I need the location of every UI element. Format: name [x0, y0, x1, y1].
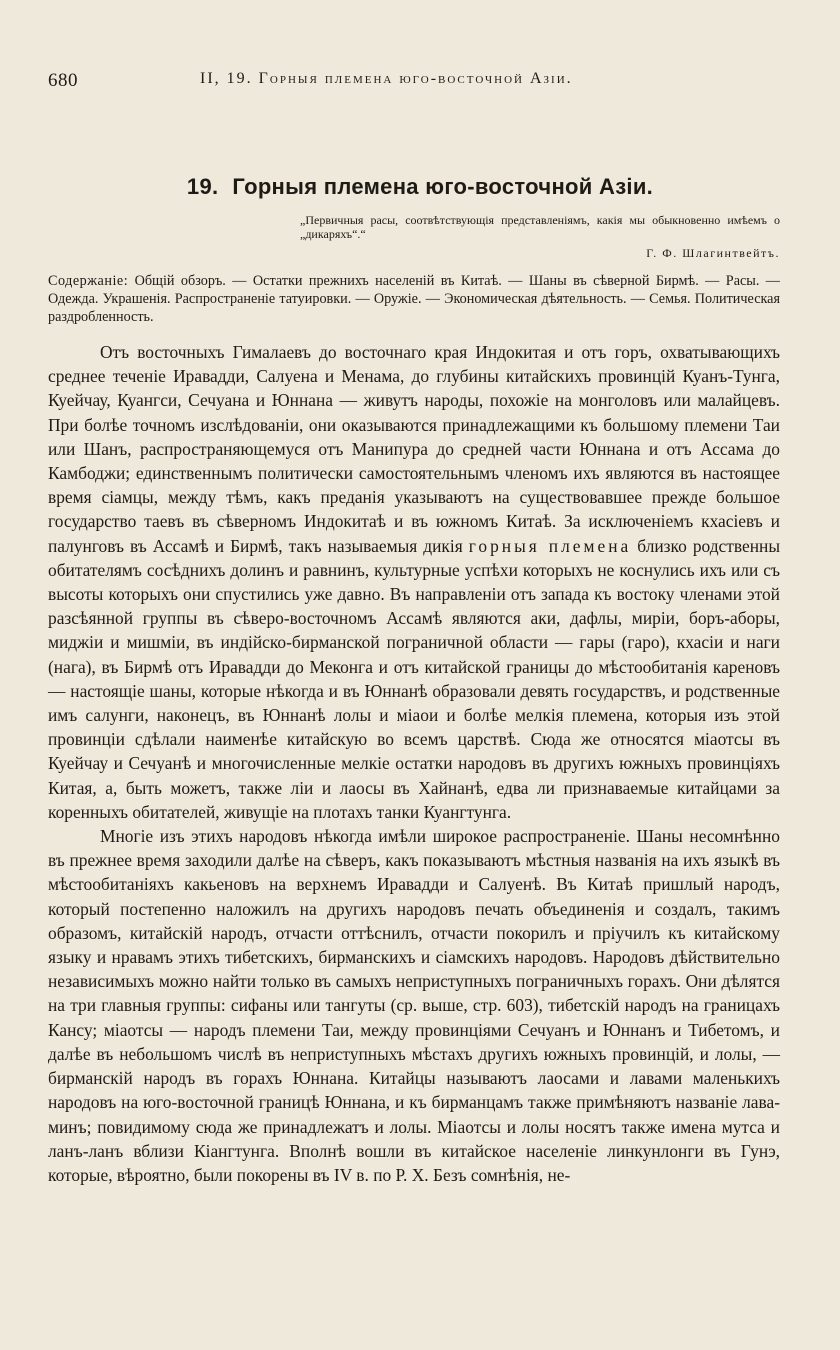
paragraph-1-part-b: близко родственны обитателямъ сосѣднихъ долинъ и равнинъ, культурные успѣхи которыхъ не коснулись ихъ или съ высоты которыхъ они спустились уже давно. Въ направленіи отъ запада къ востоку членами этой разсѣянной группы въ сѣверо-восточномъ Ассамѣ являются аки, дафлы, миріи, боръ-аборы, миджіи и мишміи, въ индійско-бирманской пограничной области — гары (гаро), кхасіи и наги (нага), въ Бирмѣ отъ Иравадди до Меконга и отъ китайской границы до мѣстообитанія кареновъ — настоящіе шаны, которые нѣкогда и въ Юннанѣ образовали девять государствъ, и родственные имъ салунги, наконецъ, въ Юннанѣ лолы и міаои и болѣе мелкія племена, которыя изъ этой провинціи сдѣлали наименѣе китайскую во всемъ царствѣ. Сюда же относятся міаотсы въ Куейчау и Сечуанѣ и многочисленные мелкіе остатки народовъ въ другихъ южныхъ провинціяхъ Китая, а, быть можетъ, также ліи и лаосы въ Хайнанѣ, едва ли признаваемые китайцами за коренныхъ обитателей, живущіе на плотахъ танки Куангтунга.	[48, 535, 780, 822]
epigraph: „Первичныя расы, соотвѣтствующія представленіямъ, какія мы обыкновенно имѣемъ о „дикаряхъ“.“	[300, 213, 780, 241]
paragraph-1	[48, 340, 780, 824]
running-title: II, 19. Горныя племена юго-восточной Азіи.	[200, 70, 573, 87]
chapter-title	[0, 174, 840, 200]
epigraph-author: Г. Ф. Шлагинтвейтъ.	[646, 246, 780, 260]
page-number: 680	[48, 70, 78, 91]
chapter-title-text: Горныя племена юго-восточной Азіи.	[232, 174, 654, 199]
running-head	[48, 70, 780, 94]
chapter-number: 19.	[186, 174, 219, 199]
paragraph-2: Многіе изъ этихъ народовъ нѣкогда имѣли широкое распространеніе. Шаны несомнѣнно въ прежнее время заходили далѣе на сѣверъ, какъ показываютъ мѣстныя названія на ихъ языкѣ въ мѣстообитаніяхъ какьеновъ на верхнемъ Иравадди и Салуенѣ. Въ Китаѣ пришлый народъ, который постепенно наложилъ на другихъ народовъ печать объединенія и создалъ, такимъ образомъ, китайскій народъ, отчасти оттѣснилъ, отчасти покорилъ и пріучилъ къ китайскому языку и нравамъ этихъ тибетскихъ, бирманскихъ и сіамскихъ народовъ. Народовъ дѣйствительно независимыхъ можно найти только въ самыхъ неприступныхъ пограничныхъ горахъ. Они дѣлятся на три главныя группы: сифаны или тангуты (ср. выше, стр. 603), тибетскій народъ на границахъ Кансу; міаотсы — народъ племени Таи, между провинціями Сечуанъ и Юннанъ и Тибетомъ, и далѣе въ небольшомъ числѣ въ неприступныхъ мѣстахъ другихъ южныхъ провинцій, и лолы, — бирманскій народъ въ горахъ Юннана. Китайцы называютъ лаосами и лавами маленькихъ народовъ на юго-восточной границѣ Юннана, и къ бирманцамъ также примѣняютъ названіе лава-минъ; повидимому сюда же принадлежатъ и лолы. Міаотсы и лолы носятъ также имена мутса и ланъ-ланъ вблизи Кіангтунга. Вполнѣ вошли въ китайское населеніе линкунлонги въ Гунэ, которые, вѣроятно, были покорены въ IV в. по Р. Х. Безъ сомнѣнія, не-	[48, 826, 780, 1185]
chapter-contents	[48, 272, 780, 326]
paragraph-1-part-a: Отъ восточныхъ Гималаевъ до восточнаго края Индокитая и отъ горъ, охватывающихъ среднее теченіе Иравадди, Салуена и Менама, до глубины китайскихъ провинцій Куанъ-Тунга, Куейчау, Куангси, Сечуана и Юннана — живутъ народы, похожіе на монголовъ или малайцевъ. При болѣе точномъ изслѣдованіи, они оказываются принадлежащими къ большому племени Таи или Шанъ, распространяющемуся отъ Манипура до средней части Юннана и отъ Ассама до Камбоджи; единственнымъ политически самостоятельнымъ членомъ ихъ являются въ настоящее время сіамцы, между тѣмъ, какъ преданія указываютъ на существовавшее прежде большое государство таевъ въ сѣверномъ Индокитаѣ и въ южномъ Китаѣ. За исключеніемъ кхасіевъ и палунговъ въ Ассамѣ и Бирмѣ, такъ называемыя дикія	[48, 342, 780, 556]
spaced-emphasis: горныя племена	[468, 535, 632, 556]
body-text	[48, 340, 780, 1187]
contents-text: Общій обзоръ. — Остатки прежнихъ населеній въ Китаѣ. — Шаны въ сѣверной Бирмѣ. — Расы. — Одежда. Украшенія. Распространеніе татуировки. — Оружіе. — Экономическая дѣятельность. — Семья. Политическая раздробленность.	[48, 273, 780, 325]
contents-lead: Содержаніе:	[48, 273, 129, 289]
